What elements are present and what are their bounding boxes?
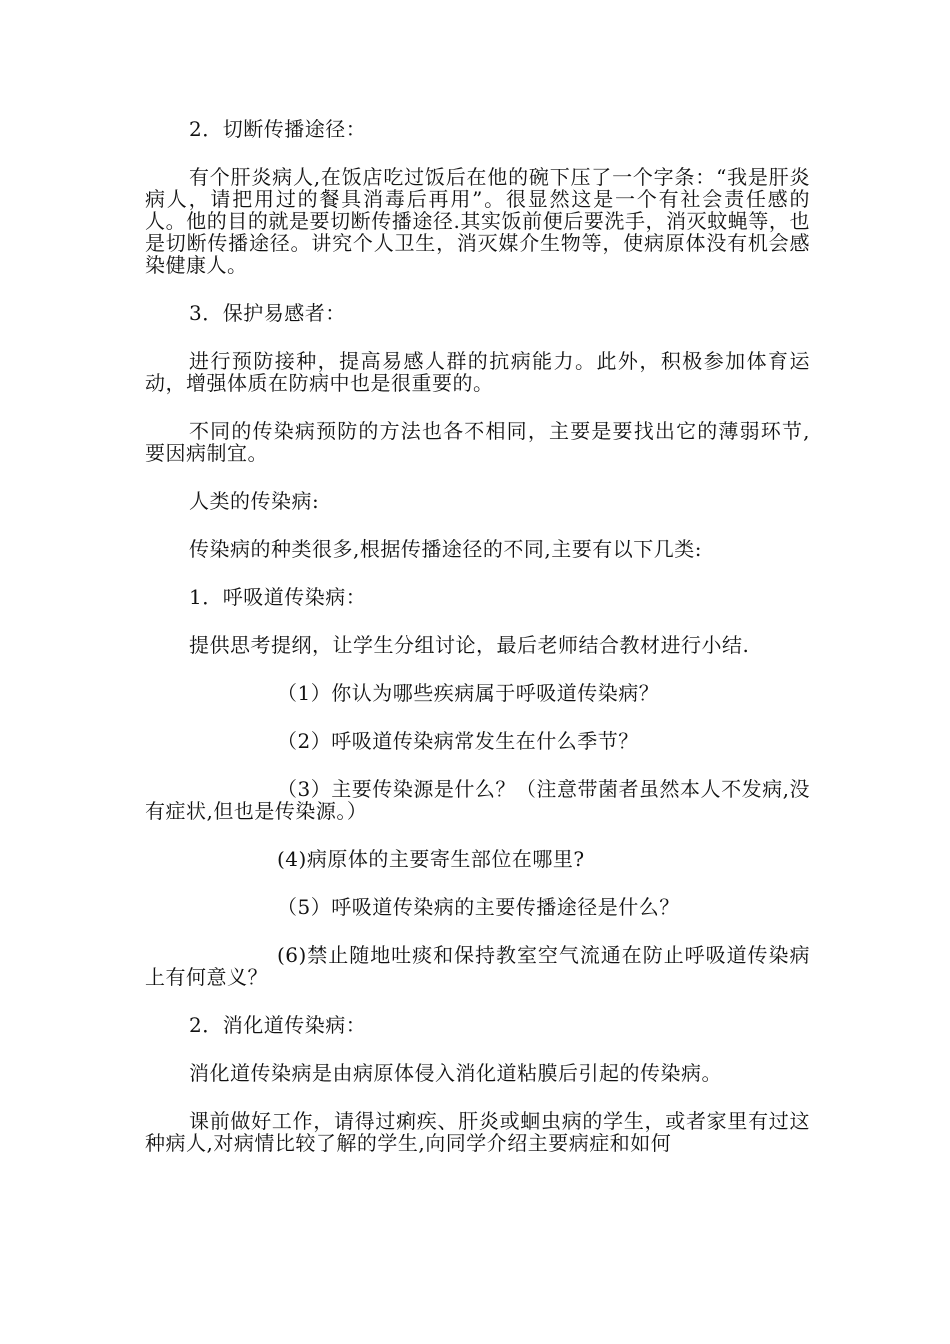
- question-1: （1）你认为哪些疾病属于呼吸道传染病？: [277, 681, 660, 705]
- paragraph-preparation: 课前做好工作，请得过痢疾、肝炎或蛔虫病的学生，或者家里有过这种病人,对病情比较了解的学生,向同学介绍主要病症和如何: [145, 1109, 810, 1155]
- paragraph-cut-transmission-heading: 2．切断传播途径：: [189, 117, 367, 141]
- question-5: （5）呼吸道传染病的主要传播途径是什么？: [277, 895, 680, 919]
- question-3: （3）主要传染源是什么？（注意带菌者虽然本人不发病,没有症状,但也是传染源。）: [145, 777, 810, 823]
- paragraph-respiratory-heading: 1．呼吸道传染病：: [189, 585, 367, 609]
- paragraph-hepatitis-example: 有个肝炎病人,在饭店吃过饭后在他的碗下压了一个字条：“我是肝炎病人，请把用过的餐具消毒后再用”。很显然这是一个有社会责任感的人。他的目的就是要切断传播途径.其实饭前便后要洗手，消灭蚊蝇等，也是切断传播途径。讲究个人卫生，消灭媒介生物等，使病原体没有机会感染健康人。: [145, 165, 810, 277]
- document-body: [145, 118, 810, 1154]
- question-6: (6)禁止随地吐痰和保持教室空气流通在防止呼吸道传染病上有何意义？: [145, 943, 810, 989]
- paragraph-digestive-definition: 消化道传染病是由病原体侵入消化道粘膜后引起的传染病。: [189, 1061, 722, 1085]
- paragraph-digestive-heading: 2．消化道传染病：: [189, 1013, 367, 1037]
- paragraph-human-diseases-heading: 人类的传染病:: [189, 489, 320, 513]
- paragraph-vaccination: 进行预防接种，提高易感人群的抗病能力。此外，积极参加体育运动，增强体质在防病中也是很重要的。: [145, 349, 810, 395]
- question-2: （2）呼吸道传染病常发生在什么季节？: [277, 729, 639, 753]
- paragraph-prevention-methods: 不同的传染病预防的方法也各不相同，主要是要找出它的薄弱环节,要因病制宜。: [145, 419, 810, 465]
- paragraph-discussion-outline: 提供思考提纲，让学生分组讨论，最后老师结合教材进行小结.: [189, 633, 750, 657]
- paragraph-disease-types: 传染病的种类很多,根据传播途径的不同,主要有以下几类:: [189, 537, 702, 561]
- paragraph-protect-susceptible-heading: 3．保护易感者：: [189, 301, 346, 325]
- question-4: (4)病原体的主要寄生部位在哪里?: [277, 847, 585, 871]
